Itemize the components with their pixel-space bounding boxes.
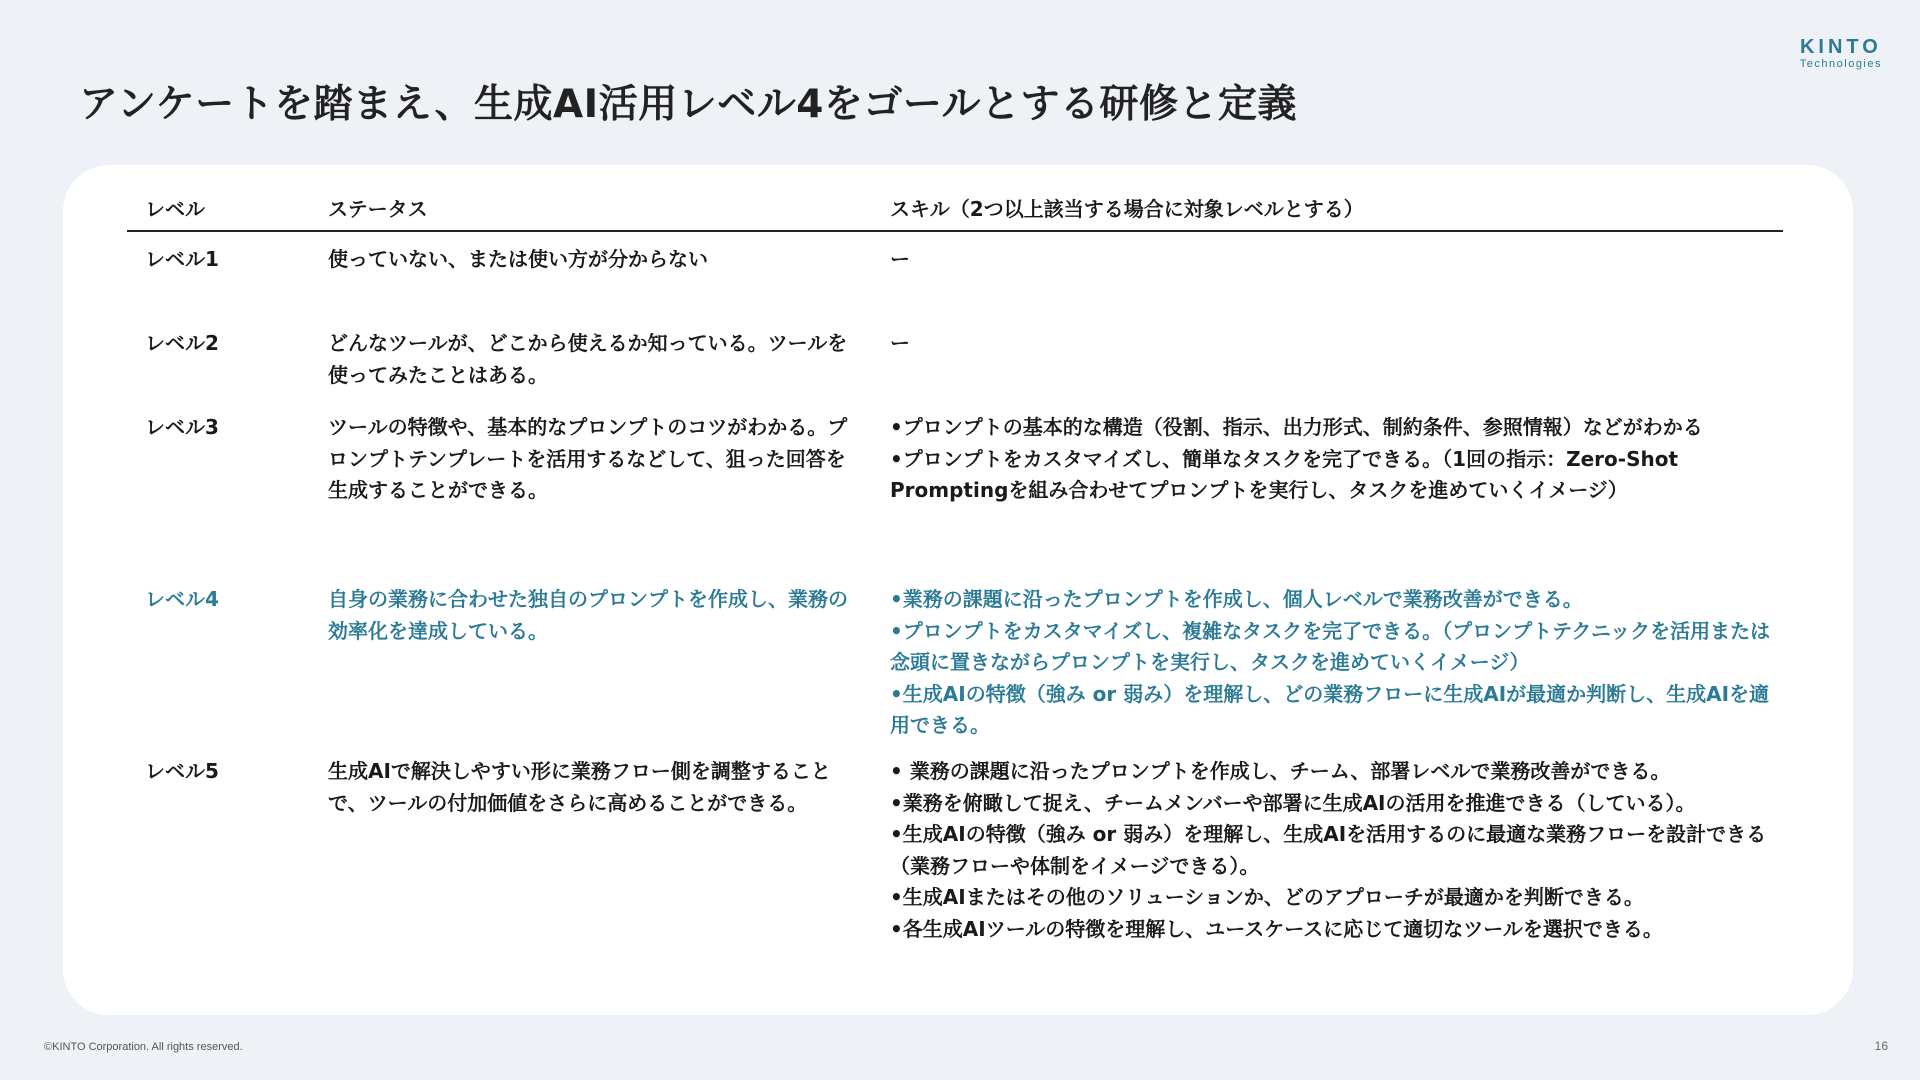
status-cell: ツールの特徴や、基本的なプロンプトのコツがわかる。プロンプトテンプレートを活用するなどして、狙った回答を生成することができる。 bbox=[328, 415, 848, 502]
copyright-notice: ©KINTO Corporation. All rights reserved. bbox=[44, 1041, 243, 1053]
table-row-level-4 bbox=[127, 572, 1783, 744]
table-row-level-2 bbox=[127, 316, 1783, 400]
header-level: レベル bbox=[127, 193, 310, 231]
skill-item: •生成AIの特徴（強み or 弱み）を理解し、生成AIを活用するのに最適な業務フローを設計できる（業務フローや体制をイメージできる）。 bbox=[890, 822, 1767, 878]
level-cell: レベル1 bbox=[145, 247, 219, 271]
kinto-logo bbox=[1800, 36, 1882, 70]
level-cell: レベル2 bbox=[145, 331, 219, 355]
skill-item: •業務を俯瞰して捉え、チームメンバーや部署に生成AIの活用を推進できる（している）。 bbox=[890, 790, 1696, 815]
skill-item: •プロンプトをカスタマイズし、簡単なタスクを完了できる。（1回の指示：Zero-Shot Promptingを組み合わせてプロンプトを実行し、タスクを進めていくイメージ） bbox=[890, 446, 1679, 502]
table-row-level-1 bbox=[127, 231, 1783, 316]
level-definition-table bbox=[127, 193, 1783, 976]
status-cell: 生成AIで解決しやすい形に業務フロー側を調整することで、ツールの付加価値をさらに高めることができる。 bbox=[328, 759, 831, 815]
skill-cell bbox=[872, 744, 1783, 976]
skill-item: •各生成AIツールの特徴を理解し、ユースケースに応じて適切なツールを選択できる。 bbox=[890, 916, 1663, 941]
skill-item: ー bbox=[890, 331, 910, 355]
table-row-level-3 bbox=[127, 400, 1783, 572]
logo-wordmark: KINTO bbox=[1799, 36, 1882, 58]
skill-item: •生成AIまたはその他のソリューションか、どのアプローチが最適かを判断できる。 bbox=[890, 885, 1644, 909]
skill-cell bbox=[872, 572, 1783, 744]
level-cell: レベル5 bbox=[145, 759, 219, 783]
skill-item: •プロンプトの基本的な構造（役割、指示、出力形式、制約条件、参照情報）などがわかる bbox=[890, 415, 1703, 439]
status-cell: どんなツールが、どこから使えるか知っている。ツールを使ってみたことはある。 bbox=[328, 331, 848, 387]
page-number: 16 bbox=[1874, 1039, 1888, 1053]
page-title: アンケートを踏まえ、生成AI活用レベル4をゴールとする研修と定義 bbox=[79, 82, 1298, 127]
content-card bbox=[63, 165, 1853, 1015]
skill-cell bbox=[872, 231, 1783, 316]
skill-item: ー bbox=[890, 247, 910, 271]
logo-subtitle: Technologies bbox=[1799, 58, 1882, 70]
status-cell: 自身の業務に合わせた独自のプロンプトを作成し、業務の効率化を達成している。 bbox=[328, 587, 848, 643]
skill-item: •プロンプトをカスタマイズし、複雑なタスクを完了できる。（プロンプトテクニックを活用または念頭に置きながらプロンプトを実行し、タスクを進めていくイメージ） bbox=[890, 618, 1771, 674]
level-cell: レベル3 bbox=[145, 415, 219, 439]
skill-item: •業務の課題に沿ったプロンプトを作成し、個人レベルで業務改善ができる。 bbox=[890, 587, 1583, 611]
skill-item: •生成AIの特徴（強み or 弱み）を理解し、どの業務フローに生成AIが最適か判断し、生成AIを適用できる。 bbox=[890, 681, 1770, 737]
table-header-row bbox=[127, 193, 1783, 231]
skill-item: • 業務の課題に沿ったプロンプトを作成し、チーム、部署レベルで業務改善ができる。 bbox=[890, 759, 1671, 783]
level-cell: レベル4 bbox=[145, 587, 219, 611]
table-row-level-5 bbox=[127, 744, 1783, 976]
header-skill: スキル（2つ以上該当する場合に対象レベルとする） bbox=[872, 193, 1783, 231]
skill-cell bbox=[872, 400, 1783, 572]
status-cell: 使っていない、または使い方が分からない bbox=[328, 247, 708, 271]
skill-cell bbox=[872, 316, 1783, 400]
header-status: ステータス bbox=[310, 193, 872, 231]
